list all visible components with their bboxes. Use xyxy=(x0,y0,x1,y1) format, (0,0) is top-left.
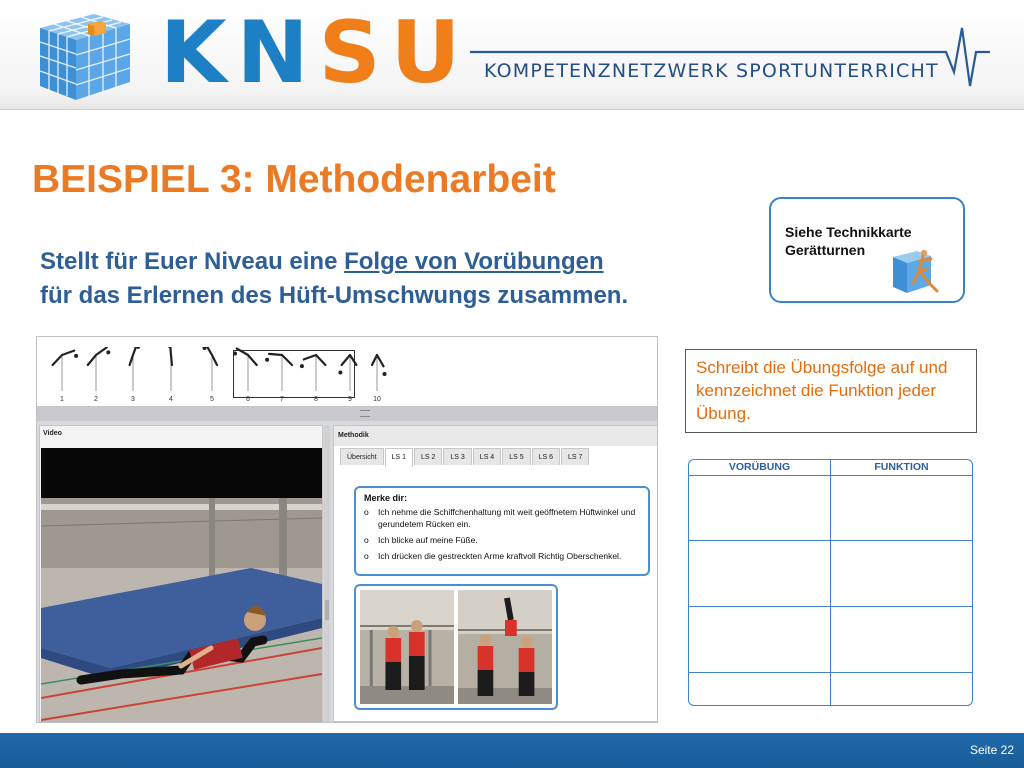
merke-title: Merke dir: xyxy=(364,493,408,503)
tab-ls6[interactable]: LS 6 xyxy=(532,448,560,465)
frame-number: 1 xyxy=(60,396,64,403)
merke-item-text: Ich nehme die Schiffchenhaltung mit weit geöffnetem Hüftwinkel und gerundetem Rücken ein. xyxy=(378,507,636,529)
frame-number: 8 xyxy=(314,396,318,403)
film-frame[interactable] xyxy=(154,347,188,403)
methodik-panel-label: Methodik xyxy=(338,432,369,439)
frame-number: 9 xyxy=(348,396,352,403)
methodik-panel xyxy=(333,425,658,722)
frame-number: 5 xyxy=(210,396,214,403)
gymnast-pose-icon xyxy=(195,347,229,393)
merke-item xyxy=(364,506,640,530)
logo-wordmark: KNSU xyxy=(160,3,471,103)
video-panel xyxy=(39,425,323,722)
slide-title: BEISPIEL 3: Methodenarbeit xyxy=(32,158,556,201)
table-cell[interactable] xyxy=(831,475,973,541)
table-cell[interactable] xyxy=(831,541,973,607)
film-frame[interactable] xyxy=(79,347,113,403)
tab-ls2[interactable]: LS 2 xyxy=(414,448,442,465)
table-cell[interactable] xyxy=(689,475,831,541)
frame-number: 6 xyxy=(246,396,250,403)
gymnast-pose-icon xyxy=(360,347,394,393)
table-cell[interactable] xyxy=(831,672,973,705)
splitter[interactable] xyxy=(37,407,658,421)
video-scrollbar-thumb[interactable] xyxy=(325,600,329,620)
exercise-photo-2[interactable] xyxy=(458,590,552,704)
gymnast-pose-icon xyxy=(79,347,113,393)
video-scrollbar[interactable] xyxy=(324,425,330,722)
frame-number: 2 xyxy=(94,396,98,403)
tab-ls3[interactable]: LS 3 xyxy=(443,448,471,465)
frame-number: 10 xyxy=(373,396,381,403)
table-cell[interactable] xyxy=(689,672,831,705)
table-row xyxy=(689,541,972,607)
tab-uebersicht[interactable]: Übersicht xyxy=(340,448,384,465)
footer-bar xyxy=(0,733,1024,768)
bullet-icon: o xyxy=(364,551,369,561)
instruction-link: Folge von Vorübungen xyxy=(344,248,604,275)
table-cell[interactable] xyxy=(831,606,973,672)
table-row xyxy=(689,475,972,541)
splitter-grip[interactable] xyxy=(360,410,370,417)
gymnast-pose-icon xyxy=(45,347,79,393)
methodik-header xyxy=(334,426,658,446)
film-frame[interactable] xyxy=(195,347,229,403)
methodik-tabs xyxy=(340,448,590,466)
logo-cube-icon xyxy=(34,6,134,102)
column-header-voruebung: VORÜBUNG xyxy=(689,460,831,475)
technikkarte-box[interactable] xyxy=(769,197,965,303)
film-frame[interactable] xyxy=(116,347,150,403)
film-frame[interactable] xyxy=(265,347,299,403)
frame-number: 7 xyxy=(280,396,284,403)
page-number: Seite 22 xyxy=(969,743,1014,757)
logo-subtitle: KOMPETENZNETZWERK SPORTUNTERRICHT xyxy=(484,60,939,82)
film-frame[interactable] xyxy=(45,347,79,403)
column-header-funktion: FUNKTION xyxy=(831,460,973,475)
bullet-icon: o xyxy=(364,507,369,517)
tab-ls7[interactable]: LS 7 xyxy=(561,448,589,465)
technikkarte-line1: Siehe Technikkarte xyxy=(785,224,912,240)
table-row xyxy=(689,672,972,705)
tab-ls5[interactable]: LS 5 xyxy=(502,448,530,465)
table-row xyxy=(689,606,972,672)
table-cell[interactable] xyxy=(689,541,831,607)
table-cell[interactable] xyxy=(689,606,831,672)
tab-ls1[interactable]: LS 1 xyxy=(385,448,413,467)
merke-item-text: Ich drücken die gestreckten Arme kraftvoll Richtig Oberschenkel. xyxy=(378,551,622,561)
film-frame[interactable] xyxy=(231,347,265,403)
video-letterbox xyxy=(41,448,322,498)
instruction-line2: für das Erlernen des Hüft-Umschwungs zusammen. xyxy=(40,282,629,309)
video-frame[interactable] xyxy=(41,498,322,722)
technikkarte-line2: Gerätturnen xyxy=(785,242,866,258)
gymnast-pose-icon xyxy=(265,347,299,393)
merke-item-text: Ich blicke auf meine Füße. xyxy=(378,535,478,545)
instruction-text xyxy=(40,245,628,313)
gymnast-pose-icon xyxy=(154,347,188,393)
tab-ls4[interactable]: LS 4 xyxy=(473,448,501,465)
gymnast-pose-icon xyxy=(116,347,150,393)
exercise-photo-1[interactable] xyxy=(360,590,454,704)
gymnast-pose-icon xyxy=(231,347,265,393)
merke-item xyxy=(364,534,640,546)
worksheet-table xyxy=(688,459,973,706)
bullet-icon: o xyxy=(364,535,369,545)
app-screenshot xyxy=(36,336,658,723)
assignment-box: Schreibt die Übungsfolge auf und kennzeichnet die Funktion jeder Übung. xyxy=(685,349,977,433)
merke-item xyxy=(364,550,640,562)
header xyxy=(0,0,1024,110)
instruction-line1: Stellt für Euer Niveau eine xyxy=(40,248,345,275)
filmstrip xyxy=(37,337,658,407)
frame-number: 3 xyxy=(131,396,135,403)
video-panel-label: Video xyxy=(43,430,62,437)
gymnast-pose-icon xyxy=(299,347,333,393)
film-frame[interactable] xyxy=(360,347,394,403)
photo-strip xyxy=(354,584,558,710)
gymnast-cube-icon xyxy=(891,247,941,295)
film-frame[interactable] xyxy=(299,347,333,403)
merke-box xyxy=(354,486,650,576)
frame-number: 4 xyxy=(169,396,173,403)
